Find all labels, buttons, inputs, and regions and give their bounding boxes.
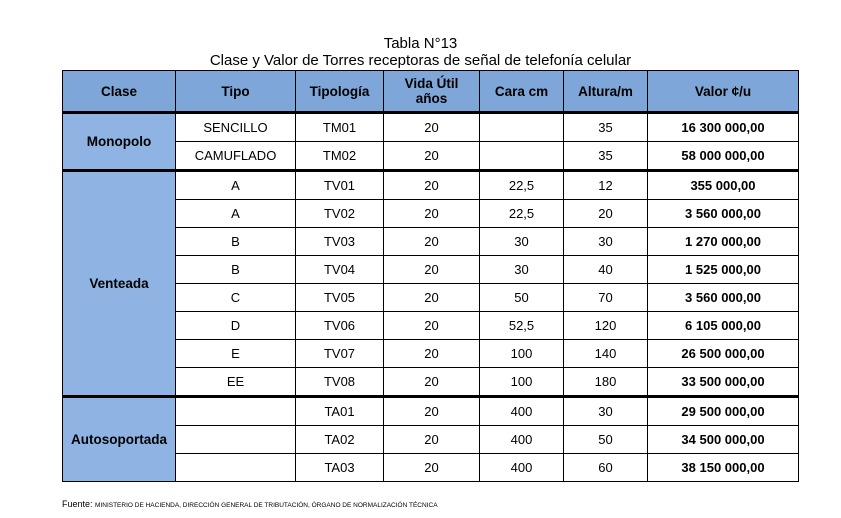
valor-cell: 6 105 000,00 xyxy=(648,312,799,340)
altura-cell: 50 xyxy=(564,426,648,454)
table-subtitle: Clase y Valor de Torres receptoras de señal de telefonía celular xyxy=(209,52,632,69)
tipo-cell: B xyxy=(176,256,296,284)
vida-cell: 20 xyxy=(384,340,480,368)
valor-cell: 58 000 000,00 xyxy=(648,142,799,171)
valor-cell: 38 150 000,00 xyxy=(648,454,799,482)
altura-cell: 35 xyxy=(564,113,648,142)
tipologia-cell: TA01 xyxy=(296,397,384,426)
cara-cell xyxy=(480,142,564,171)
valor-cell: 34 500 000,00 xyxy=(648,426,799,454)
table-title: Tabla N°13 xyxy=(383,35,458,52)
vida-cell: 20 xyxy=(384,200,480,228)
towers-table xyxy=(62,70,799,482)
tipo-cell: E xyxy=(176,340,296,368)
cara-cell xyxy=(480,113,564,142)
vida-cell: 20 xyxy=(384,171,480,200)
altura-cell: 120 xyxy=(564,312,648,340)
vida-cell: 20 xyxy=(384,113,480,142)
tipologia-cell: TA02 xyxy=(296,426,384,454)
tipologia-cell: TV02 xyxy=(296,200,384,228)
altura-cell: 35 xyxy=(564,142,648,171)
table-row xyxy=(63,171,799,200)
altura-cell: 30 xyxy=(564,397,648,426)
tipologia-cell: TV03 xyxy=(296,228,384,256)
tipologia-cell: TM01 xyxy=(296,113,384,142)
cara-cell: 52,5 xyxy=(480,312,564,340)
altura-cell: 40 xyxy=(564,256,648,284)
tipo-cell: SENCILLO xyxy=(176,113,296,142)
tipo-cell: EE xyxy=(176,368,296,397)
vida-cell: 20 xyxy=(384,142,480,171)
header-row xyxy=(63,71,799,113)
valor-cell: 3 560 000,00 xyxy=(648,200,799,228)
tipo-cell: CAMUFLADO xyxy=(176,142,296,171)
tipologia-cell: TV01 xyxy=(296,171,384,200)
valor-cell: 1 525 000,00 xyxy=(648,256,799,284)
altura-cell: 12 xyxy=(564,171,648,200)
valor-cell: 33 500 000,00 xyxy=(648,368,799,397)
table-row xyxy=(63,113,799,142)
altura-cell: 20 xyxy=(564,200,648,228)
cara-cell: 400 xyxy=(480,454,564,482)
cara-cell: 100 xyxy=(480,368,564,397)
valor-cell: 1 270 000,00 xyxy=(648,228,799,256)
tipo-cell xyxy=(176,426,296,454)
source-label: Fuente: xyxy=(62,499,96,509)
altura-cell: 30 xyxy=(564,228,648,256)
valor-cell: 16 300 000,00 xyxy=(648,113,799,142)
vida-cell: 20 xyxy=(384,397,480,426)
tipo-cell: A xyxy=(176,200,296,228)
tipo-cell: A xyxy=(176,171,296,200)
header-altura: Altura/m xyxy=(564,71,648,113)
altura-cell: 60 xyxy=(564,454,648,482)
tipologia-cell: TV05 xyxy=(296,284,384,312)
cara-cell: 400 xyxy=(480,426,564,454)
header-vida-util-line1: Vida Útil xyxy=(404,76,459,91)
altura-cell: 70 xyxy=(564,284,648,312)
tipo-cell xyxy=(176,454,296,482)
cara-cell: 30 xyxy=(480,228,564,256)
header-tipo: Tipo xyxy=(176,71,296,113)
source-note xyxy=(62,499,438,509)
tipologia-cell: TV04 xyxy=(296,256,384,284)
clase-cell: Venteada xyxy=(63,171,176,397)
tipologia-cell: TA03 xyxy=(296,454,384,482)
tipologia-cell: TV07 xyxy=(296,340,384,368)
valor-cell: 29 500 000,00 xyxy=(648,397,799,426)
header-vida-util-line2: años xyxy=(415,91,448,106)
clase-cell: Autosoportada xyxy=(63,397,176,482)
valor-cell: 3 560 000,00 xyxy=(648,284,799,312)
tipologia-cell: TV08 xyxy=(296,368,384,397)
altura-cell: 180 xyxy=(564,368,648,397)
cara-cell: 50 xyxy=(480,284,564,312)
table-body xyxy=(63,113,799,482)
table-row xyxy=(63,397,799,426)
header-valor: Valor ¢/u xyxy=(648,71,799,113)
tipologia-cell: TV06 xyxy=(296,312,384,340)
cara-cell: 22,5 xyxy=(480,171,564,200)
valor-cell: 355 000,00 xyxy=(648,171,799,200)
vida-cell: 20 xyxy=(384,284,480,312)
header-cara: Cara cm xyxy=(480,71,564,113)
vida-cell: 20 xyxy=(384,256,480,284)
tipologia-cell: TM02 xyxy=(296,142,384,171)
tipo-cell: B xyxy=(176,228,296,256)
tipo-cell xyxy=(176,397,296,426)
cara-cell: 100 xyxy=(480,340,564,368)
cara-cell: 400 xyxy=(480,397,564,426)
altura-cell: 140 xyxy=(564,340,648,368)
header-vida-util xyxy=(384,71,480,113)
cara-cell: 30 xyxy=(480,256,564,284)
valor-cell: 26 500 000,00 xyxy=(648,340,799,368)
source-text: MINISTERIO DE HACIENDA, DIRECCIÓN GENERAL DE TRIBUTACIÓN, ÓRGANO DE NORMALIZACIÓN TÉCNICA xyxy=(95,502,438,509)
vida-cell: 20 xyxy=(384,426,480,454)
vida-cell: 20 xyxy=(384,454,480,482)
vida-cell: 20 xyxy=(384,368,480,397)
tipo-cell: D xyxy=(176,312,296,340)
cara-cell: 22,5 xyxy=(480,200,564,228)
header-tipologia: Tipología xyxy=(296,71,384,113)
clase-cell: Monopolo xyxy=(63,113,176,171)
header-clase: Clase xyxy=(63,71,176,113)
vida-cell: 20 xyxy=(384,312,480,340)
vida-cell: 20 xyxy=(384,228,480,256)
tipo-cell: C xyxy=(176,284,296,312)
